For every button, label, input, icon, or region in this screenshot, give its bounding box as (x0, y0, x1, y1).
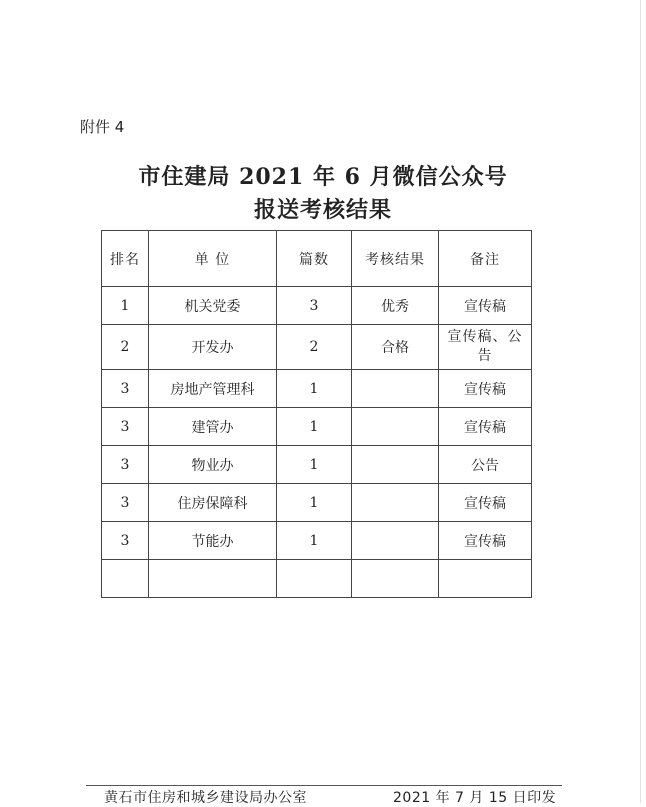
cell-note: 宣传稿 (439, 287, 532, 325)
header-rank: 排名 (102, 231, 149, 287)
cell-result (352, 408, 439, 446)
table-row-empty (102, 560, 532, 598)
footer-divider (86, 785, 562, 786)
document-title-line2: 报送考核结果 (253, 197, 392, 223)
cell-count: 1 (277, 370, 352, 408)
table-row (102, 484, 532, 522)
cell-count: 1 (277, 484, 352, 522)
cell-rank: 3 (102, 408, 149, 446)
page-edge (640, 0, 641, 803)
results-table (101, 230, 532, 598)
cell-rank: 3 (102, 484, 149, 522)
table-row (102, 325, 532, 370)
cell-rank: 3 (102, 370, 149, 408)
document-title-line1: 市住建局 2021 年 6 月微信公众号 (138, 164, 508, 190)
cell-note (439, 560, 532, 598)
cell-result (352, 522, 439, 560)
cell-result (352, 446, 439, 484)
cell-note: 宣传稿 (439, 408, 532, 446)
cell-result (352, 560, 439, 598)
cell-count (277, 560, 352, 598)
cell-unit: 住房保障科 (149, 484, 277, 522)
cell-note: 宣传稿 (439, 370, 532, 408)
cell-unit (149, 560, 277, 598)
cell-result (352, 370, 439, 408)
table-row (102, 522, 532, 560)
footer-office: 黄石市住房和城乡建设局办公室 (104, 790, 307, 806)
cell-rank: 3 (102, 446, 149, 484)
table-row (102, 408, 532, 446)
cell-unit: 开发办 (149, 325, 277, 370)
header-note: 备注 (439, 231, 532, 287)
cell-result: 优秀 (352, 287, 439, 325)
cell-unit: 物业办 (149, 446, 277, 484)
cell-unit: 节能办 (149, 522, 277, 560)
footer-print-date: 2021 年 7 月 15 日印发 (393, 790, 557, 806)
cell-note-text: 宣传稿、公告 (447, 329, 523, 364)
header-unit: 单 位 (149, 231, 277, 287)
cell-rank: 2 (102, 325, 149, 370)
header-count: 篇数 (277, 231, 352, 287)
cell-count: 1 (277, 408, 352, 446)
cell-rank (102, 560, 149, 598)
table-header-row (102, 231, 532, 287)
attachment-label: 附件 4 (80, 118, 125, 136)
cell-count: 1 (277, 446, 352, 484)
cell-note: 公告 (439, 446, 532, 484)
cell-note: 宣传稿 (439, 484, 532, 522)
cell-count: 1 (277, 522, 352, 560)
cell-unit: 房地产管理科 (149, 370, 277, 408)
header-result: 考核结果 (352, 231, 439, 287)
cell-note: 宣传稿 (439, 522, 532, 560)
cell-unit: 机关党委 (149, 287, 277, 325)
cell-note (439, 325, 532, 370)
table-row (102, 370, 532, 408)
table-row (102, 446, 532, 484)
cell-rank: 1 (102, 287, 149, 325)
cell-count: 3 (277, 287, 352, 325)
cell-result: 合格 (352, 325, 439, 370)
cell-rank: 3 (102, 522, 149, 560)
cell-result (352, 484, 439, 522)
cell-unit: 建管办 (149, 408, 277, 446)
table-row (102, 287, 532, 325)
cell-count: 2 (277, 325, 352, 370)
